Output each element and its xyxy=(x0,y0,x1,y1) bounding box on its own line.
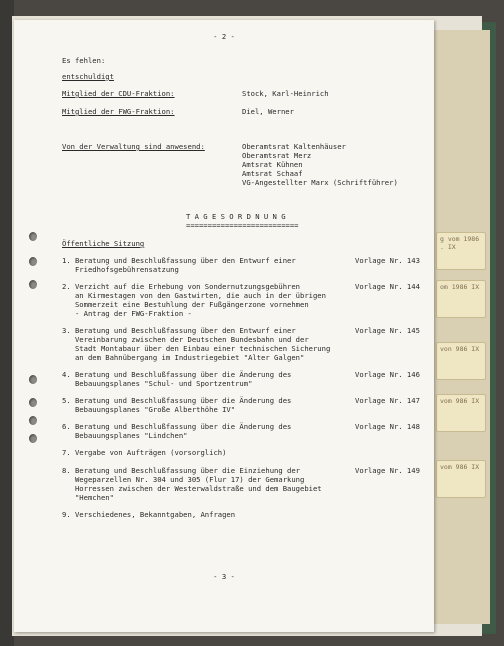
punch-hole xyxy=(29,434,37,443)
index-tabs-strip xyxy=(432,30,490,624)
fwg-label: Mitglied der FWG-Fraktion: xyxy=(62,107,175,116)
agenda-item-reference: Vorlage Nr. 143 xyxy=(355,256,420,265)
administration-name: Amtsrat Schaaf xyxy=(242,169,303,178)
administration-name: Oberamtsrat Kaltenhäuser xyxy=(242,142,346,151)
agenda-title-underline: ========================== xyxy=(186,221,299,230)
page-number-top: - 2 - xyxy=(213,32,235,41)
agenda-item: 1. Beratung und Beschlußfassung über den Entwurf einer Friedhofsgebührensatzung xyxy=(62,256,296,274)
cdu-label: Mitglied der CDU-Fraktion: xyxy=(62,89,175,98)
administration-name: Amtsrat Kühnen xyxy=(242,160,303,169)
public-session-heading: Öffentliche Sitzung xyxy=(62,239,145,248)
absent-heading: Es fehlen: xyxy=(62,56,106,65)
index-tab: om 1986 IX xyxy=(436,280,486,318)
agenda-item: 5. Beratung und Beschlußfassung über die Änderung des Bebauungsplanes "Große Alberthöhe IV" xyxy=(62,396,292,414)
punch-hole xyxy=(29,416,37,425)
cdu-name: Stock, Karl-Heinrich xyxy=(242,89,329,98)
document-page xyxy=(14,20,434,632)
agenda-item: 8. Beratung und Beschlußfassung über die Einziehung der Wegeparzellen Nr. 304 und 305 (Flur 17) der Gemarkung Horressen zwischen der Westerwaldstraße und dem Baugebiet "Hemchen" xyxy=(62,466,322,502)
punch-hole xyxy=(29,398,37,407)
fwg-name: Diel, Werner xyxy=(242,107,294,116)
administration-label: Von der Verwaltung sind anwesend: xyxy=(62,142,205,151)
administration-name: Oberamtsrat Merz xyxy=(242,151,312,160)
index-tab: vom 986 IX xyxy=(436,394,486,432)
punch-hole xyxy=(29,280,37,289)
administration-name: VG-Angestellter Marx (Schriftführer) xyxy=(242,178,398,187)
agenda-item: 4. Beratung und Beschlußfassung über die Änderung des Bebauungsplanes "Schul- und Sportzentrum" xyxy=(62,370,292,388)
page-number-bottom: - 3 - xyxy=(213,572,235,581)
agenda-item: 2. Verzicht auf die Erhebung von Sondernutzungsgebühren an Kirmestagen von den Gastwirten, die auch in der übrigen Sommerzeit eine Bestuhlung der Fußgängerzone vornehmen - Antrag der FWG-Fraktion - xyxy=(62,282,326,318)
punch-hole xyxy=(29,375,37,384)
index-tab: von 986 IX xyxy=(436,342,486,380)
agenda-item-reference: Vorlage Nr. 148 xyxy=(355,422,420,431)
index-tab: g vom 1986 . IX xyxy=(436,232,486,270)
excused-label: entschuldigt xyxy=(62,72,114,81)
agenda-item-reference: Vorlage Nr. 146 xyxy=(355,370,420,379)
agenda-item-reference: Vorlage Nr. 147 xyxy=(355,396,420,405)
agenda-item: 7. Vergabe von Aufträgen (vorsorglich) xyxy=(62,448,227,457)
punch-hole xyxy=(29,232,37,241)
agenda-item-reference: Vorlage Nr. 149 xyxy=(355,466,420,475)
agenda-item: 6. Beratung und Beschlußfassung über die Änderung des Bebauungsplanes "Lindchen" xyxy=(62,422,292,440)
agenda-item-reference: Vorlage Nr. 144 xyxy=(355,282,420,291)
agenda-title: T A G E S O R D N U N G xyxy=(186,212,286,221)
agenda-item: 3. Beratung und Beschlußfassung über den Entwurf einer Vereinbarung zwischen der Deutschen Bundesbahn und der Stadt Montabaur über den Einbau einer technischen Sicherung an dem Bahnübergang im Industriegebiet "Alter Galgen" xyxy=(62,326,331,362)
agenda-item-reference: Vorlage Nr. 145 xyxy=(355,326,420,335)
punch-hole xyxy=(29,257,37,266)
agenda-item: 9. Verschiedenes, Bekanntgaben, Anfragen xyxy=(62,510,236,519)
index-tab: vom 986 IX xyxy=(436,460,486,498)
